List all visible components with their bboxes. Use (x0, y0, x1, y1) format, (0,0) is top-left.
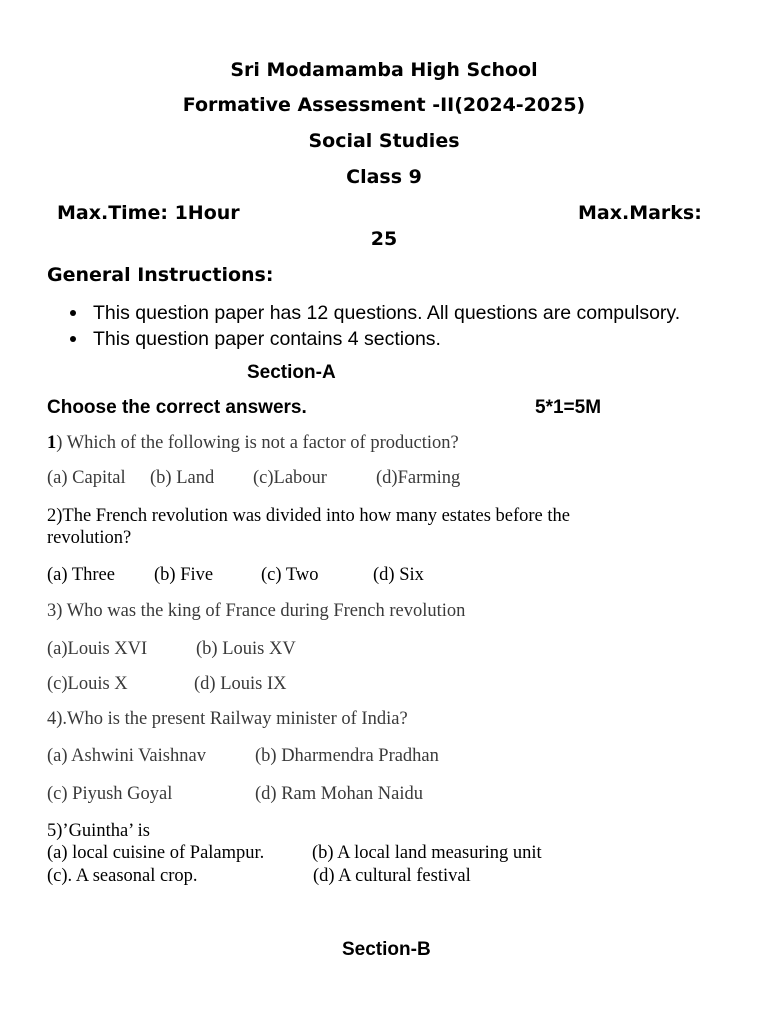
q5-option-a: (a) local cuisine of Palampur. (47, 843, 265, 863)
q5-option-d: (d) A cultural festival (313, 866, 471, 886)
question-1: 1) Which of the following is not a factor of production? (47, 433, 459, 453)
q5-option-b: (b) A local land measuring unit (312, 843, 542, 863)
q3-option-a: (a)Louis XVI (47, 639, 148, 659)
q1-option-a: (a) Capital (47, 468, 126, 488)
q3-option-d: (d) Louis IX (194, 674, 287, 694)
q4-option-b: (b) Dharmendra Pradhan (255, 746, 439, 766)
q3-option-b: (b) Louis XV (196, 639, 296, 659)
class-title: Class 9 (346, 166, 422, 188)
question-4: 4).Who is the present Railway minister of India? (47, 709, 408, 729)
instructions-title: General Instructions: (47, 264, 274, 286)
q4-option-a: (a) Ashwini Vaishnav (47, 746, 206, 766)
q2-option-b: (b) Five (154, 565, 214, 585)
q3-option-c: (c)Louis X (47, 674, 128, 694)
instructions-list (70, 300, 680, 352)
section-a-directive: Choose the correct answers. (47, 397, 307, 418)
instruction-item: This question paper has 12 questions. All questions are compulsory. (70, 300, 680, 326)
question-2-line1: 2)The French revolution was divided into how many estates before the (47, 506, 570, 526)
q2-option-a: (a) Three (47, 565, 115, 585)
q4-option-d: (d) Ram Mohan Naidu (255, 784, 424, 804)
q2-option-c: (c) Two (261, 565, 319, 585)
q1-option-c: (c)Labour (253, 468, 327, 488)
section-a-title: Section-A (247, 362, 336, 383)
q1-option-d: (d)Farming (376, 468, 461, 488)
bullet-icon (70, 310, 76, 316)
subject-title: Social Studies (308, 130, 460, 152)
question-3: 3) Who was the king of France during French revolution (47, 601, 466, 621)
q2-option-d: (d) Six (373, 565, 424, 585)
max-marks-label: Max.Marks: (578, 202, 702, 224)
q1-option-b: (b) Land (150, 468, 215, 488)
section-b-title: Section-B (342, 939, 431, 960)
exam-title: Formative Assessment -II(2024-2025) (182, 94, 586, 116)
q5-option-c: (c). A seasonal crop. (47, 866, 198, 886)
instruction-item: This question paper contains 4 sections. (70, 326, 680, 352)
school-name: Sri Modamamba High School (230, 59, 538, 81)
question-5: 5)’Guintha’ is (47, 821, 150, 841)
section-a-marks: 5*1=5M (535, 397, 602, 418)
q4-option-c: (c) Piyush Goyal (47, 784, 173, 804)
max-time: Max.Time: 1Hour (57, 202, 240, 224)
question-2-line2: revolution? (47, 528, 132, 548)
bullet-icon (70, 336, 76, 342)
max-marks-value: 25 (370, 228, 398, 250)
